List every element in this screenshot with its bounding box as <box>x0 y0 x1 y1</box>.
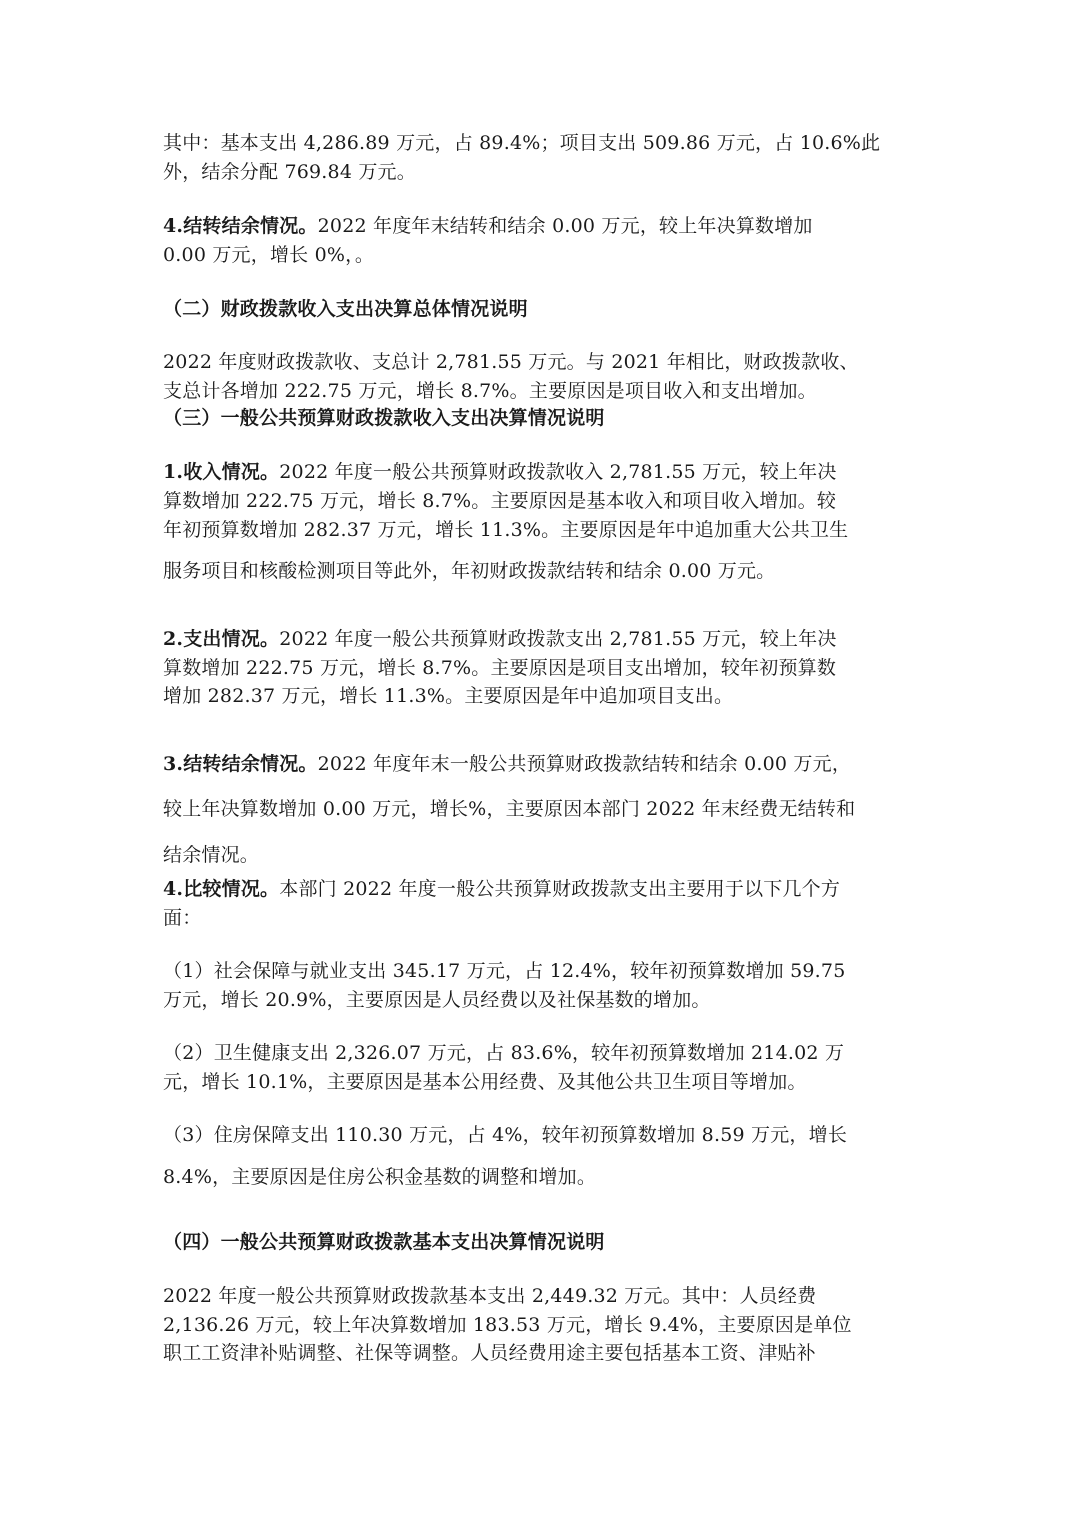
paragraph-expenditure <box>163 626 837 652</box>
text-line: 8.4%，主要原因是住房公积金基数的调整和增加。 <box>163 1166 597 1188</box>
text-line: 2022 年度一般公共预算财政拨款收入 2,781.55 万元，较上年决 <box>279 461 837 483</box>
text-line: 2,136.26 万元，较上年决算数增加 183.53 万元，增长 9.4%，主要原因是单位 <box>163 1314 852 1336</box>
lead-carryover: 4.结转结余情况。 <box>163 215 318 237</box>
section-heading-4: （四）一般公共预算财政拨款基本支出决算情况说明 <box>163 1231 605 1253</box>
lead-general-carryover: 3.结转结余情况。 <box>163 753 318 775</box>
text-line: 年初预算数增加 282.37 万元，增长 11.3%。主要原因是年中追加重大公共卫生 <box>163 519 849 541</box>
text-line: 结余情况。 <box>163 844 260 866</box>
text-line: （3）住房保障支出 110.30 万元，占 4%，较年初预算数增加 8.59 万元，增长 <box>163 1124 848 1146</box>
text-line: 万元，增长 20.9%，主要原因是人员经费以及社保基数的增加。 <box>163 989 711 1011</box>
lead-expenditure: 2.支出情况。 <box>163 628 280 650</box>
text-line: 2022 年度一般公共预算财政拨款支出 2,781.55 万元，较上年决 <box>279 628 837 650</box>
text-line: 增加 282.37 万元，增长 11.3%。主要原因是年中追加项目支出。 <box>163 685 734 707</box>
section-heading-2: （二）财政拨款收入支出决算总体情况说明 <box>163 298 528 320</box>
text-line: 职工工资津补贴调整、社保等调整。人员经费用途主要包括基本工资、津贴补 <box>163 1342 816 1364</box>
text-line: 支总计各增加 222.75 万元，增长 8.7%。主要原因是项目收入和支出增加。 <box>163 380 817 402</box>
lead-income: 1.收入情况。 <box>163 461 280 483</box>
text-line: （2）卫生健康支出 2,326.07 万元，占 83.6%，较年初预算数增加 214.02 万 <box>163 1042 845 1064</box>
text-line: 0.00 万元，增长 0%，。 <box>163 244 375 266</box>
text-line: （1）社会保障与就业支出 345.17 万元，占 12.4%，较年初预算数增加 59.75 <box>163 960 846 982</box>
paragraph-comparison <box>163 876 840 902</box>
lead-comparison: 4.比较情况。 <box>163 878 280 900</box>
text-line: 服务项目和核酸检测项目等此外，年初财政拨款结转和结余 0.00 万元。 <box>163 560 776 582</box>
text-line: 2022 年度年末一般公共预算财政拨款结转和结余 0.00 万元， <box>317 753 852 775</box>
text-line: 2022 年度一般公共预算财政拨款基本支出 2,449.32 万元。其中：人员经费 <box>163 1285 817 1307</box>
text-line: 其中：基本支出 4,286.89 万元，占 89.4%；项目支出 509.86 万元，占 10.6%此 <box>163 132 881 154</box>
text-line: 算数增加 222.75 万元，增长 8.7%。主要原因是基本收入和项目收入增加。较 <box>163 490 837 512</box>
paragraph-carryover <box>163 213 813 239</box>
paragraph-general-carryover <box>163 751 851 777</box>
text-line: 本部门 2022 年度一般公共预算财政拨款支出主要用于以下几个方 <box>279 878 841 900</box>
paragraph-income <box>163 459 837 485</box>
text-line: 较上年决算数增加 0.00 万元，增长%，主要原因本部门 2022 年末经费无结转和 <box>163 798 856 820</box>
text-line: 2022 年度年末结转和结余 0.00 万元，较上年决算数增加 <box>317 215 813 237</box>
text-line: 外，结余分配 769.84 万元。 <box>163 161 416 183</box>
section-heading-3: （三）一般公共预算财政拨款收入支出决算情况说明 <box>163 407 605 429</box>
text-line: 元，增长 10.1%，主要原因是基本公用经费、及其他公共卫生项目等增加。 <box>163 1071 807 1093</box>
text-line: 算数增加 222.75 万元，增长 8.7%。主要原因是项目支出增加，较年初预算数 <box>163 657 837 679</box>
text-line: 面： <box>163 907 202 929</box>
text-line: 2022 年度财政拨款收、支总计 2,781.55 万元。与 2021 年相比，财政拨款收、 <box>163 351 859 373</box>
